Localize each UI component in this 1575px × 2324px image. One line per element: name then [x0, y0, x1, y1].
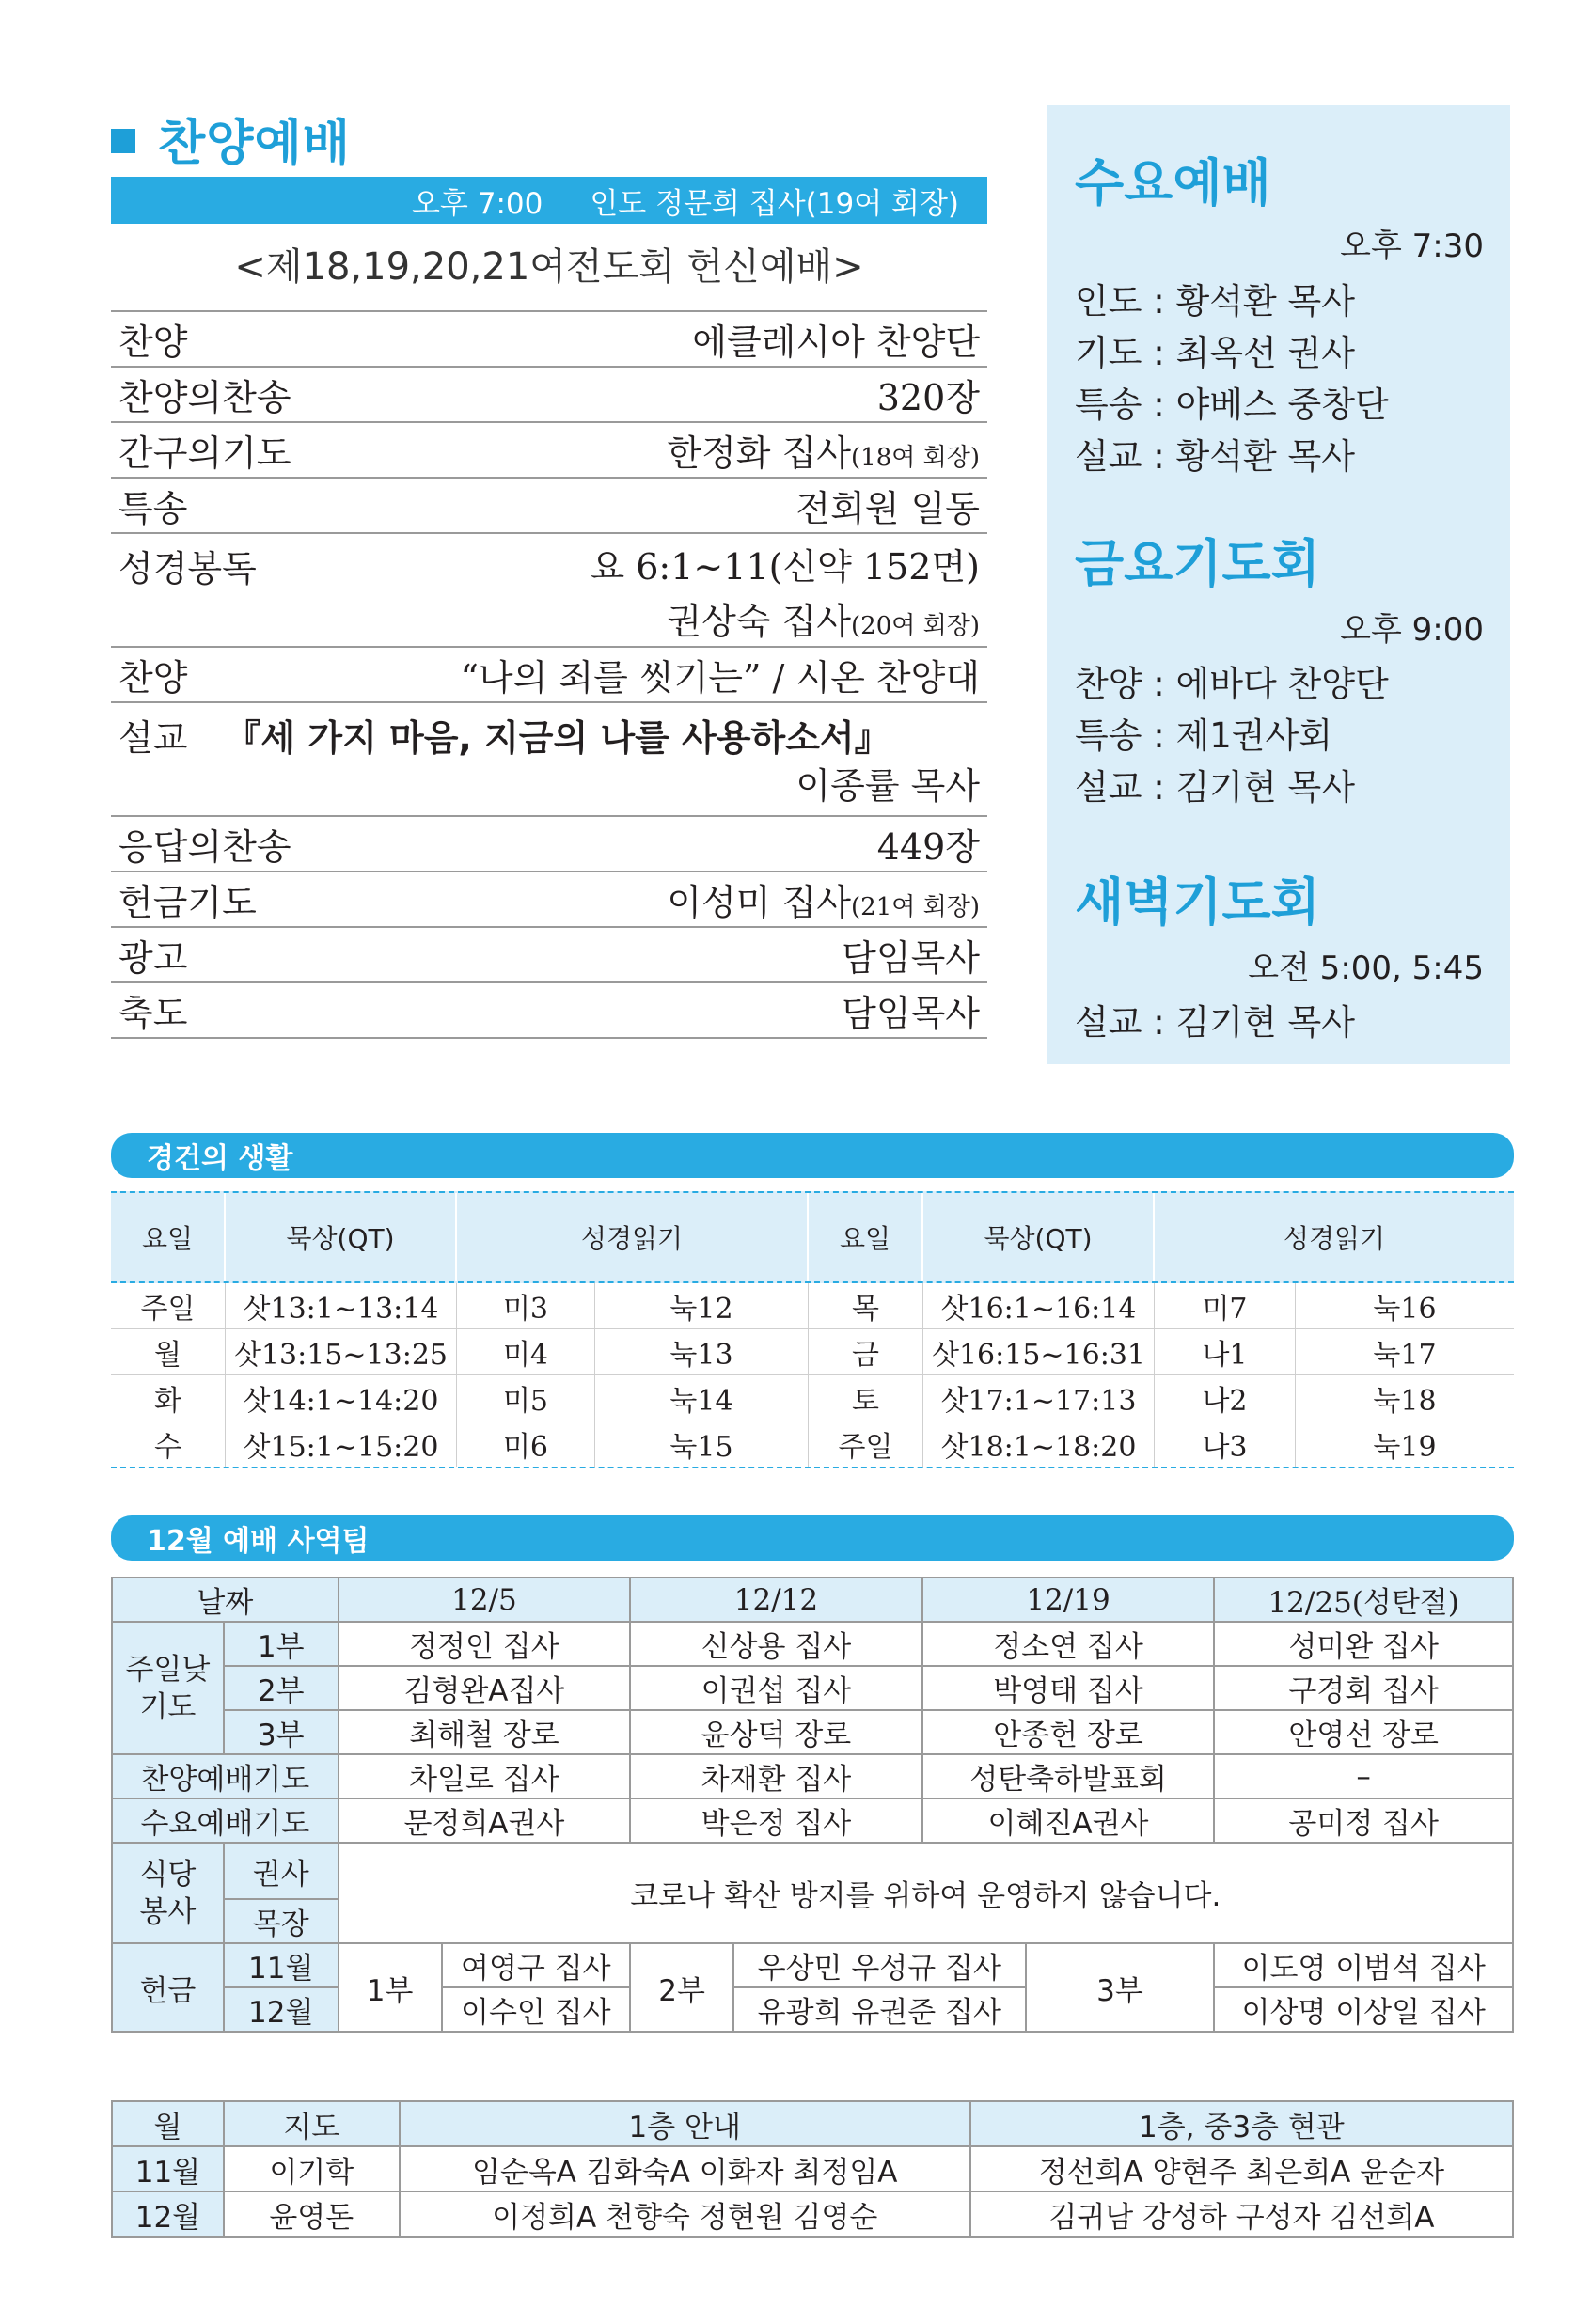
reading-cell: 미7 — [1155, 1283, 1296, 1328]
reading-cell: 눅17 — [1373, 1339, 1437, 1372]
dawn-prayer-line: 설교 : 김기현 목사 — [1075, 1002, 1355, 1043]
header-qt: 묵상(QT) — [923, 1193, 1155, 1281]
order-item-name: 간구의기도 — [118, 432, 291, 474]
evening-worship-order — [111, 310, 987, 1039]
order-row — [111, 983, 987, 1039]
qt-cell: 삿18:1~18:20 — [923, 1421, 1155, 1467]
month-cell: 12월 — [112, 2191, 224, 2237]
leader-cell: 이기학 — [224, 2146, 400, 2191]
order-item-name: 성경봉독 — [118, 548, 257, 589]
reading-cell: 눅13 — [595, 1329, 809, 1374]
name-cell: 안영선 장로 — [1214, 1710, 1513, 1754]
header-entrance: 1층, 중3층 현관 — [970, 2101, 1513, 2146]
cafeteria-sub-label: 권사 — [224, 1843, 339, 1899]
wednesday-service-line: 기도 : 최옥선 권사 — [1075, 333, 1355, 373]
evening-worship-header — [111, 105, 351, 171]
name-cell: 공미정 집사 — [1214, 1798, 1513, 1843]
reading-cell: 미5 — [457, 1375, 595, 1421]
order-item-value — [667, 873, 980, 925]
order-item-name: 찬양 — [118, 322, 188, 363]
offering-month: 11월 — [224, 1943, 339, 1987]
day-cell: 주일 — [111, 1283, 226, 1328]
name-cell: 이도영 이범석 집사 — [1214, 1943, 1513, 1987]
day-cell: 주일 — [809, 1421, 923, 1467]
order-person: 권상숙 집사 — [667, 601, 852, 642]
wednesday-service-line: 특송 : 야베스 중창단 — [1075, 385, 1389, 425]
praise-prayer-label: 찬양예배기도 — [112, 1754, 339, 1798]
offering-part: 2부 — [630, 1943, 733, 2032]
order-row — [111, 817, 987, 872]
header-reading: 성경읽기 — [1283, 1223, 1386, 1254]
order-row — [111, 368, 987, 423]
order-item-value: 320장 — [876, 377, 980, 418]
leader-cell: 윤영돈 — [224, 2191, 400, 2237]
name-cell: 이권섭 집사 — [630, 1666, 922, 1710]
header-day: 요일 — [111, 1193, 226, 1281]
table-row — [112, 1622, 1513, 1666]
day-cell: 수 — [111, 1421, 226, 1467]
header-leader: 지도 — [224, 2101, 400, 2146]
day-cell: 화 — [111, 1375, 226, 1421]
date-label: 날짜 — [112, 1578, 339, 1622]
evening-worship-title: 찬양예배 — [158, 115, 351, 172]
table-row — [111, 1375, 1514, 1421]
table-row — [112, 1987, 1513, 2032]
names-cell: 김귀남 강성하 구성자 김선희A — [970, 2191, 1513, 2237]
name-cell: 이수인 집사 — [442, 1987, 631, 2032]
table-row — [112, 2191, 1513, 2237]
qt-cell: 삿16:1~16:14 — [923, 1283, 1155, 1328]
order-row — [111, 872, 987, 928]
table-row — [112, 1843, 1513, 1899]
name-cell: 구경회 집사 — [1214, 1666, 1513, 1710]
name-cell: – — [1214, 1754, 1513, 1798]
header-qt: 묵상(QT) — [226, 1193, 457, 1281]
order-note: (18여 회장) — [851, 444, 980, 472]
day-cell: 월 — [111, 1329, 226, 1374]
order-item-value: 449장 — [876, 826, 980, 868]
wednesday-service-title: 수요예배 — [1075, 153, 1271, 212]
ministry-section-title: 12월 예배 사역팀 — [147, 1525, 370, 1558]
order-item-value: 전회원 일동 — [795, 488, 980, 529]
order-item-value: 담임목사 — [842, 937, 980, 979]
reading-cell: 눅19 — [1373, 1431, 1437, 1464]
sunday-prayer-label: 주일낮 기도 — [112, 1622, 224, 1754]
reading-cell: 미4 — [457, 1329, 595, 1374]
qt-cell: 삿14:1~14:20 — [226, 1375, 457, 1421]
names-cell: 정선희A 양현주 최은희A 윤순자 — [970, 2146, 1513, 2191]
friday-prayer-title: 금요기도회 — [1075, 534, 1320, 593]
header-day: 요일 — [809, 1193, 923, 1281]
sermon-preacher: 이종률 목사 — [795, 765, 980, 807]
name-cell: 박은정 집사 — [630, 1798, 922, 1843]
cafeteria-notice: 코로나 확산 방지를 위하여 운영하지 않습니다. — [339, 1843, 1513, 1943]
devotion-section-title: 경건의 생활 — [147, 1142, 293, 1175]
order-note: (20여 회장) — [851, 612, 980, 640]
ministry-section-header — [111, 1515, 1514, 1561]
devotion-table — [111, 1191, 1514, 1468]
name-cell: 최해철 장로 — [339, 1710, 631, 1754]
qt-cell: 삿13:15~13:25 — [226, 1329, 457, 1374]
name-cell: 안종헌 장로 — [922, 1710, 1215, 1754]
order-item-name: 축도 — [118, 993, 188, 1034]
header-month: 월 — [112, 2101, 224, 2146]
order-item-value: “나의 죄를 씻기는” / 시온 찬양대 — [460, 657, 980, 699]
table-row — [112, 2146, 1513, 2191]
offering-part: 1부 — [339, 1943, 442, 2032]
reading-cell: 미3 — [457, 1283, 595, 1328]
order-row — [111, 423, 987, 479]
ministry-header-row — [112, 1578, 1513, 1622]
order-item-name: 응답의찬송 — [118, 826, 291, 868]
name-cell: 차재환 집사 — [630, 1754, 922, 1798]
day-cell: 목 — [809, 1283, 923, 1328]
name-cell: 박영태 집사 — [922, 1666, 1215, 1710]
evening-worship-subtitle: <제18,19,20,21여전도회 헌신예배> — [234, 245, 864, 289]
scripture-reference: 요 6:1~11(신약 152면) — [590, 546, 980, 588]
order-row — [111, 312, 987, 368]
name-cell: 이상명 이상일 집사 — [1214, 1987, 1513, 2032]
monthly-header-row — [112, 2101, 1513, 2146]
name-cell: 우상민 우성규 집사 — [733, 1943, 1026, 1987]
wednesday-service-time: 오후 7:30 — [1340, 228, 1484, 265]
name-cell: 성탄축하발표회 — [922, 1754, 1215, 1798]
day-cell: 토 — [809, 1375, 923, 1421]
name-cell: 신상용 집사 — [630, 1622, 922, 1666]
reading-cell: 나1 — [1155, 1329, 1296, 1374]
order-item-name: 헌금기도 — [118, 882, 257, 923]
evening-worship-info-bar — [111, 177, 987, 224]
weekday-services-panel — [1047, 105, 1510, 1064]
name-cell: 이혜진A권사 — [922, 1798, 1215, 1843]
order-row — [111, 648, 987, 703]
dawn-prayer-title: 새벽기도회 — [1075, 872, 1320, 932]
order-item-value — [667, 424, 980, 476]
order-item-value — [590, 540, 980, 653]
name-cell: 성미완 집사 — [1214, 1622, 1513, 1666]
names-cell: 임순옥A 김화숙A 이화자 최정임A — [400, 2146, 970, 2191]
order-item-name: 특송 — [118, 488, 188, 529]
devotion-section-header — [111, 1133, 1514, 1178]
reading-cell: 눅12 — [595, 1283, 809, 1328]
table-row — [111, 1421, 1514, 1468]
order-row — [111, 928, 987, 983]
header-reading: 성경읽기 — [457, 1193, 809, 1281]
wednesday-service-line: 인도 : 황석환 목사 — [1075, 281, 1355, 322]
name-cell: 정소연 집사 — [922, 1622, 1215, 1666]
order-row — [111, 703, 987, 817]
name-cell: 차일로 집사 — [339, 1754, 631, 1798]
name-cell: 윤상덕 장로 — [630, 1710, 922, 1754]
reading-cell: 미6 — [457, 1421, 595, 1467]
reading-cell: 나3 — [1155, 1421, 1296, 1467]
name-cell: 정정인 집사 — [339, 1622, 631, 1666]
monthly-guide-table — [111, 2100, 1514, 2238]
order-note: (21여 회장) — [851, 893, 980, 921]
service-part: 1부 — [224, 1622, 339, 1666]
qt-cell: 삿13:1~13:14 — [226, 1283, 457, 1328]
order-item-value: 담임목사 — [842, 993, 980, 1034]
name-cell: 유광희 유권준 집사 — [733, 1987, 1026, 2032]
evening-worship-time: 오후 7:00 — [411, 186, 543, 221]
names-cell: 이정희A 천향숙 정현원 김영순 — [400, 2191, 970, 2237]
friday-prayer-line: 찬양 : 에바다 찬양단 — [1075, 664, 1389, 704]
order-person: 한정화 집사 — [667, 432, 852, 474]
date-header: 12/5 — [339, 1578, 631, 1622]
qt-cell: 삿15:1~15:20 — [226, 1421, 457, 1467]
reading-cell: 눅16 — [1373, 1293, 1437, 1326]
table-row — [111, 1329, 1514, 1375]
friday-prayer-line: 특송 : 제1권사회 — [1075, 715, 1332, 756]
date-header: 12/19 — [922, 1578, 1215, 1622]
table-row — [111, 1283, 1514, 1329]
order-item-name: 광고 — [118, 937, 188, 979]
name-cell: 문정희A권사 — [339, 1798, 631, 1843]
order-item-name: 찬양의찬송 — [118, 377, 291, 418]
day-cell: 금 — [809, 1329, 923, 1374]
table-row — [112, 1710, 1513, 1754]
table-row — [112, 1666, 1513, 1710]
cafeteria-sub-label: 목장 — [224, 1899, 339, 1943]
sermon-title: 『세 가지 마음, 지금의 나를 사용하소서』 — [225, 717, 890, 759]
header-first-floor: 1층 안내 — [400, 2101, 970, 2146]
evening-worship-leader: 인도 정문희 집사(19여 회장) — [590, 186, 959, 221]
square-bullet-icon — [111, 129, 135, 153]
qt-cell: 삿17:1~17:13 — [923, 1375, 1155, 1421]
table-row — [112, 1798, 1513, 1843]
table-row — [112, 1754, 1513, 1798]
qt-cell: 삿16:15~16:31 — [923, 1329, 1155, 1374]
name-cell: 여영구 집사 — [442, 1943, 631, 1987]
reading-cell: 눅18 — [1373, 1385, 1437, 1418]
wednesday-service-line: 설교 : 황석환 목사 — [1075, 436, 1355, 477]
ministry-table — [111, 1577, 1514, 2033]
month-cell: 11월 — [112, 2146, 224, 2191]
offering-month: 12월 — [224, 1987, 339, 2032]
order-item-value: 에클레시아 찬양단 — [692, 322, 980, 363]
order-person: 이성미 집사 — [667, 882, 852, 923]
order-row — [111, 479, 987, 534]
reading-cell: 눅14 — [595, 1375, 809, 1421]
offering-label: 헌금 — [112, 1943, 224, 2032]
cafeteria-label: 식당 봉사 — [112, 1843, 224, 1943]
devotion-header-row — [111, 1191, 1514, 1283]
wednesday-prayer-label: 수요예배기도 — [112, 1798, 339, 1843]
friday-prayer-line: 설교 : 김기현 목사 — [1075, 767, 1355, 808]
order-item-name: 찬양 — [118, 657, 188, 699]
date-header: 12/25(성탄절) — [1214, 1578, 1513, 1622]
date-header: 12/12 — [630, 1578, 922, 1622]
offering-part: 3부 — [1026, 1943, 1215, 2032]
order-row — [111, 534, 987, 648]
table-row — [112, 1943, 1513, 1987]
service-part: 3부 — [224, 1710, 339, 1754]
reading-cell: 나2 — [1155, 1375, 1296, 1421]
name-cell: 김형완A집사 — [339, 1666, 631, 1710]
friday-prayer-time: 오후 9:00 — [1340, 611, 1484, 649]
scripture-reader — [667, 594, 980, 653]
order-item-name: 설교 — [118, 717, 188, 759]
dawn-prayer-time: 오전 5:00, 5:45 — [1248, 950, 1484, 987]
service-part: 2부 — [224, 1666, 339, 1710]
reading-cell: 눅15 — [595, 1421, 809, 1467]
